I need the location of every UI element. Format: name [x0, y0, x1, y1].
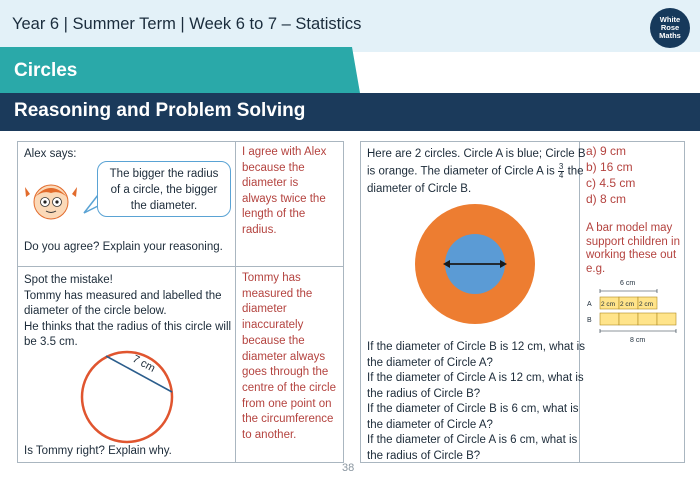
chord-label: 7 cm — [130, 353, 158, 375]
q2-text: Spot the mistake! Tommy has measured and labelled the diameter of the circle below. He thinks that the radius of this circle will be 3.5 cm. — [24, 274, 232, 348]
bar-b-cell-1 — [600, 313, 619, 325]
bar-bottom-label: 8 cm — [630, 337, 646, 344]
concentric-circles-diagram — [413, 202, 537, 326]
topic-title: Circles — [14, 60, 78, 81]
bar-top-label: 6 cm — [620, 280, 636, 287]
chord-circle-diagram — [70, 350, 190, 450]
bar-a-cell-2-label: 2 cm — [620, 301, 635, 308]
q3-answers: a) 9 cm b) 16 cm c) 4.5 cm d) 8 cm — [586, 144, 636, 206]
q2-prompt: Is Tommy right? Explain why. — [24, 445, 172, 457]
orange-circle — [82, 352, 172, 442]
bar-model-note: A bar model may support children in working these out e.g. — [586, 222, 680, 275]
bar-b-cell-2 — [619, 313, 638, 325]
bar-row-a-label: A — [587, 301, 592, 308]
bar-a-cell-3-label: 2 cm — [639, 301, 654, 308]
speech-bubble: The bigger the radius of a circle, the bigger the diameter. — [97, 161, 231, 217]
section-title: Reasoning and Problem Solving — [14, 100, 306, 121]
q3-intro: Here are 2 circles. Circle A is blue; Circle B is orange. The diameter of Circle A is $\frac{3}{4}$ the diameter of Circle B. — [367, 148, 586, 195]
page-number: 38 — [342, 462, 355, 474]
q2-answer: Tommy has measured the diameter inaccurately because the diameter always goes through the centre of the circle from one point on the circumference to another. — [242, 272, 336, 442]
q3-questions: If the diameter of Circle B is 12 cm, what is the diameter of Circle A? If the diameter of Circle A is 12 cm, what is the radius of Circle B? If the diameter of Circle B is 6 cm, what is the diameter of Circle A? If the diameter of Circle A is 6 cm, what is the radius of Circle B? — [367, 341, 585, 462]
left-row-divider — [17, 266, 344, 267]
child-avatar — [24, 180, 78, 226]
q1-answer: I agree with Alex because the diameter is always twice the length of the radius. — [242, 146, 327, 236]
bar-a-cell-1-label: 2 cm — [601, 301, 616, 308]
topic-band-shape — [0, 47, 700, 93]
three-quarters-fraction: $\frac{3}{4}$ — [558, 161, 564, 180]
white-rose-maths-logo: White Rose Maths — [650, 8, 690, 48]
bar-row-b-label: B — [587, 317, 592, 324]
q1-prompt: Do you agree? Explain your reasoning. — [24, 241, 223, 253]
bar-b-cell-4 — [657, 313, 676, 325]
breadcrumb: Year 6 | Summer Term | Week 6 to 7 – Statistics — [12, 15, 362, 33]
topic-band — [0, 47, 700, 93]
left-divider — [235, 141, 236, 463]
top-bar — [0, 0, 700, 52]
bar-model — [584, 276, 684, 346]
q1-intro: Alex says: — [24, 148, 77, 160]
bar-b-cell-3 — [638, 313, 657, 325]
